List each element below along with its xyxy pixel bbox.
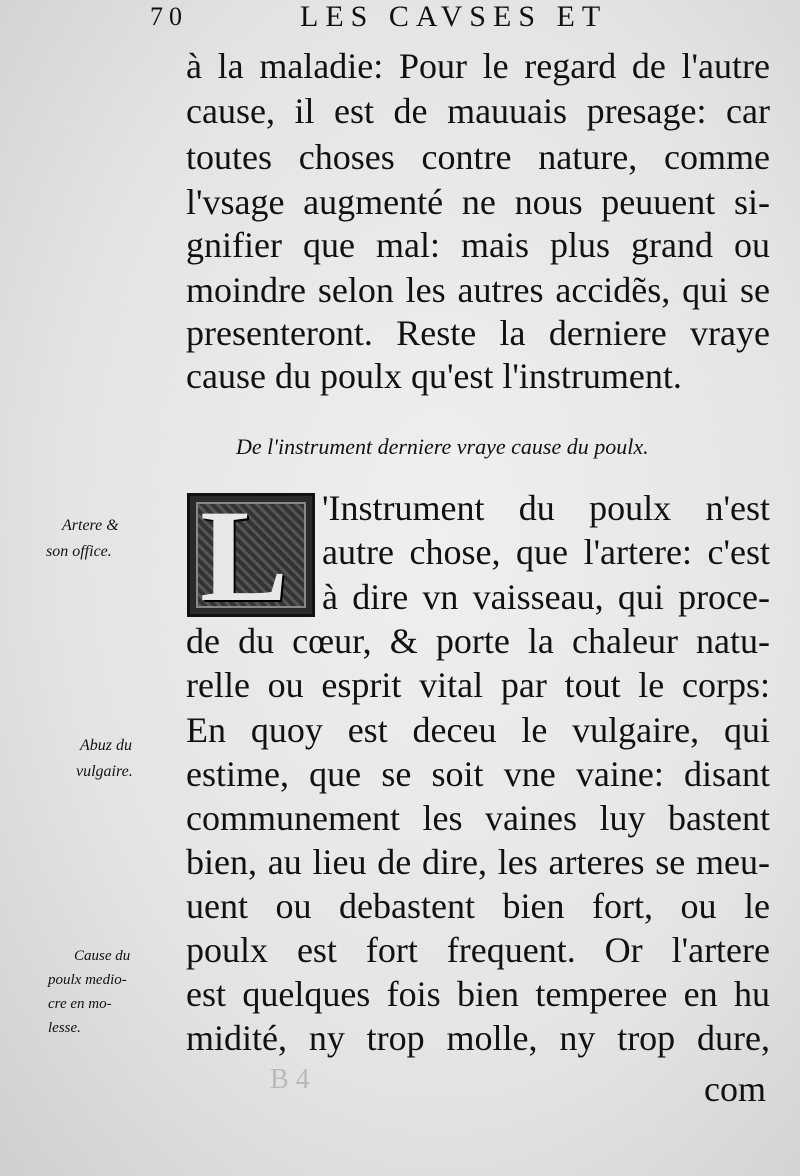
page-number: 70	[150, 2, 188, 31]
section-heading: De l'instrument derniere vraye cause du poulx.	[236, 434, 649, 459]
margin-note: Cause du	[74, 948, 131, 964]
text-line: cause du poulx qu'est l'instrument.	[186, 356, 682, 396]
text-line: toutes choses contre nature, comme	[186, 137, 770, 177]
text-line: gnifier que mal: mais plus grand ou	[186, 225, 770, 265]
initial-letter: L	[200, 493, 289, 617]
text-line: de du cœur, & porte la chaleur natu-	[186, 621, 770, 661]
text-line: relle ou esprit vital par tout le corps:	[186, 665, 770, 705]
margin-note: son office.	[46, 543, 112, 560]
text-line: cause, il est de mauuais presage: car	[186, 91, 770, 131]
text-line: moindre selon les autres accidẽs, qui se	[186, 270, 770, 310]
text-line: estime, que se soit vne vaine: disant	[186, 754, 770, 794]
margin-note: poulx medio-	[48, 972, 127, 988]
text-line: à dire vn vaisseau, qui proce-	[322, 577, 770, 617]
running-title: LES CAVSES ET	[300, 0, 608, 33]
text-line: uent ou debastent bien fort, ou le	[186, 886, 770, 926]
margin-note: Artere &	[62, 517, 119, 534]
catchword: com	[704, 1069, 766, 1109]
margin-note: cre en mo-	[48, 996, 112, 1012]
decorated-initial	[187, 493, 315, 617]
margin-note: vulgaire.	[76, 763, 133, 780]
text-line: bien, au lieu de dire, les arteres se meu-	[186, 842, 770, 882]
text-line: autre chose, que l'artere: c'est	[322, 532, 770, 572]
text-line: En quoy est deceu le vulgaire, qui	[186, 710, 770, 750]
text-line: midité, ny trop molle, ny trop dure,	[186, 1018, 770, 1058]
text-line: poulx est fort frequent. Or l'artere	[186, 930, 770, 970]
text-line: à la maladie: Pour le regard de l'autre	[186, 46, 770, 86]
signature-mark: B 4	[270, 1064, 310, 1095]
text-line: l'vsage augmenté ne nous peuuent si-	[186, 182, 770, 222]
text-line: est quelques fois bien temperee en hu	[186, 974, 770, 1014]
margin-note: lesse.	[48, 1020, 81, 1036]
margin-note: Abuz du	[80, 737, 132, 754]
text-line: communement les vaines luy bastent	[186, 798, 770, 838]
running-head	[150, 2, 670, 36]
text-line: 'Instrument du poulx n'est	[322, 488, 770, 528]
text-line: presenteront. Reste la derniere vraye	[186, 313, 770, 353]
